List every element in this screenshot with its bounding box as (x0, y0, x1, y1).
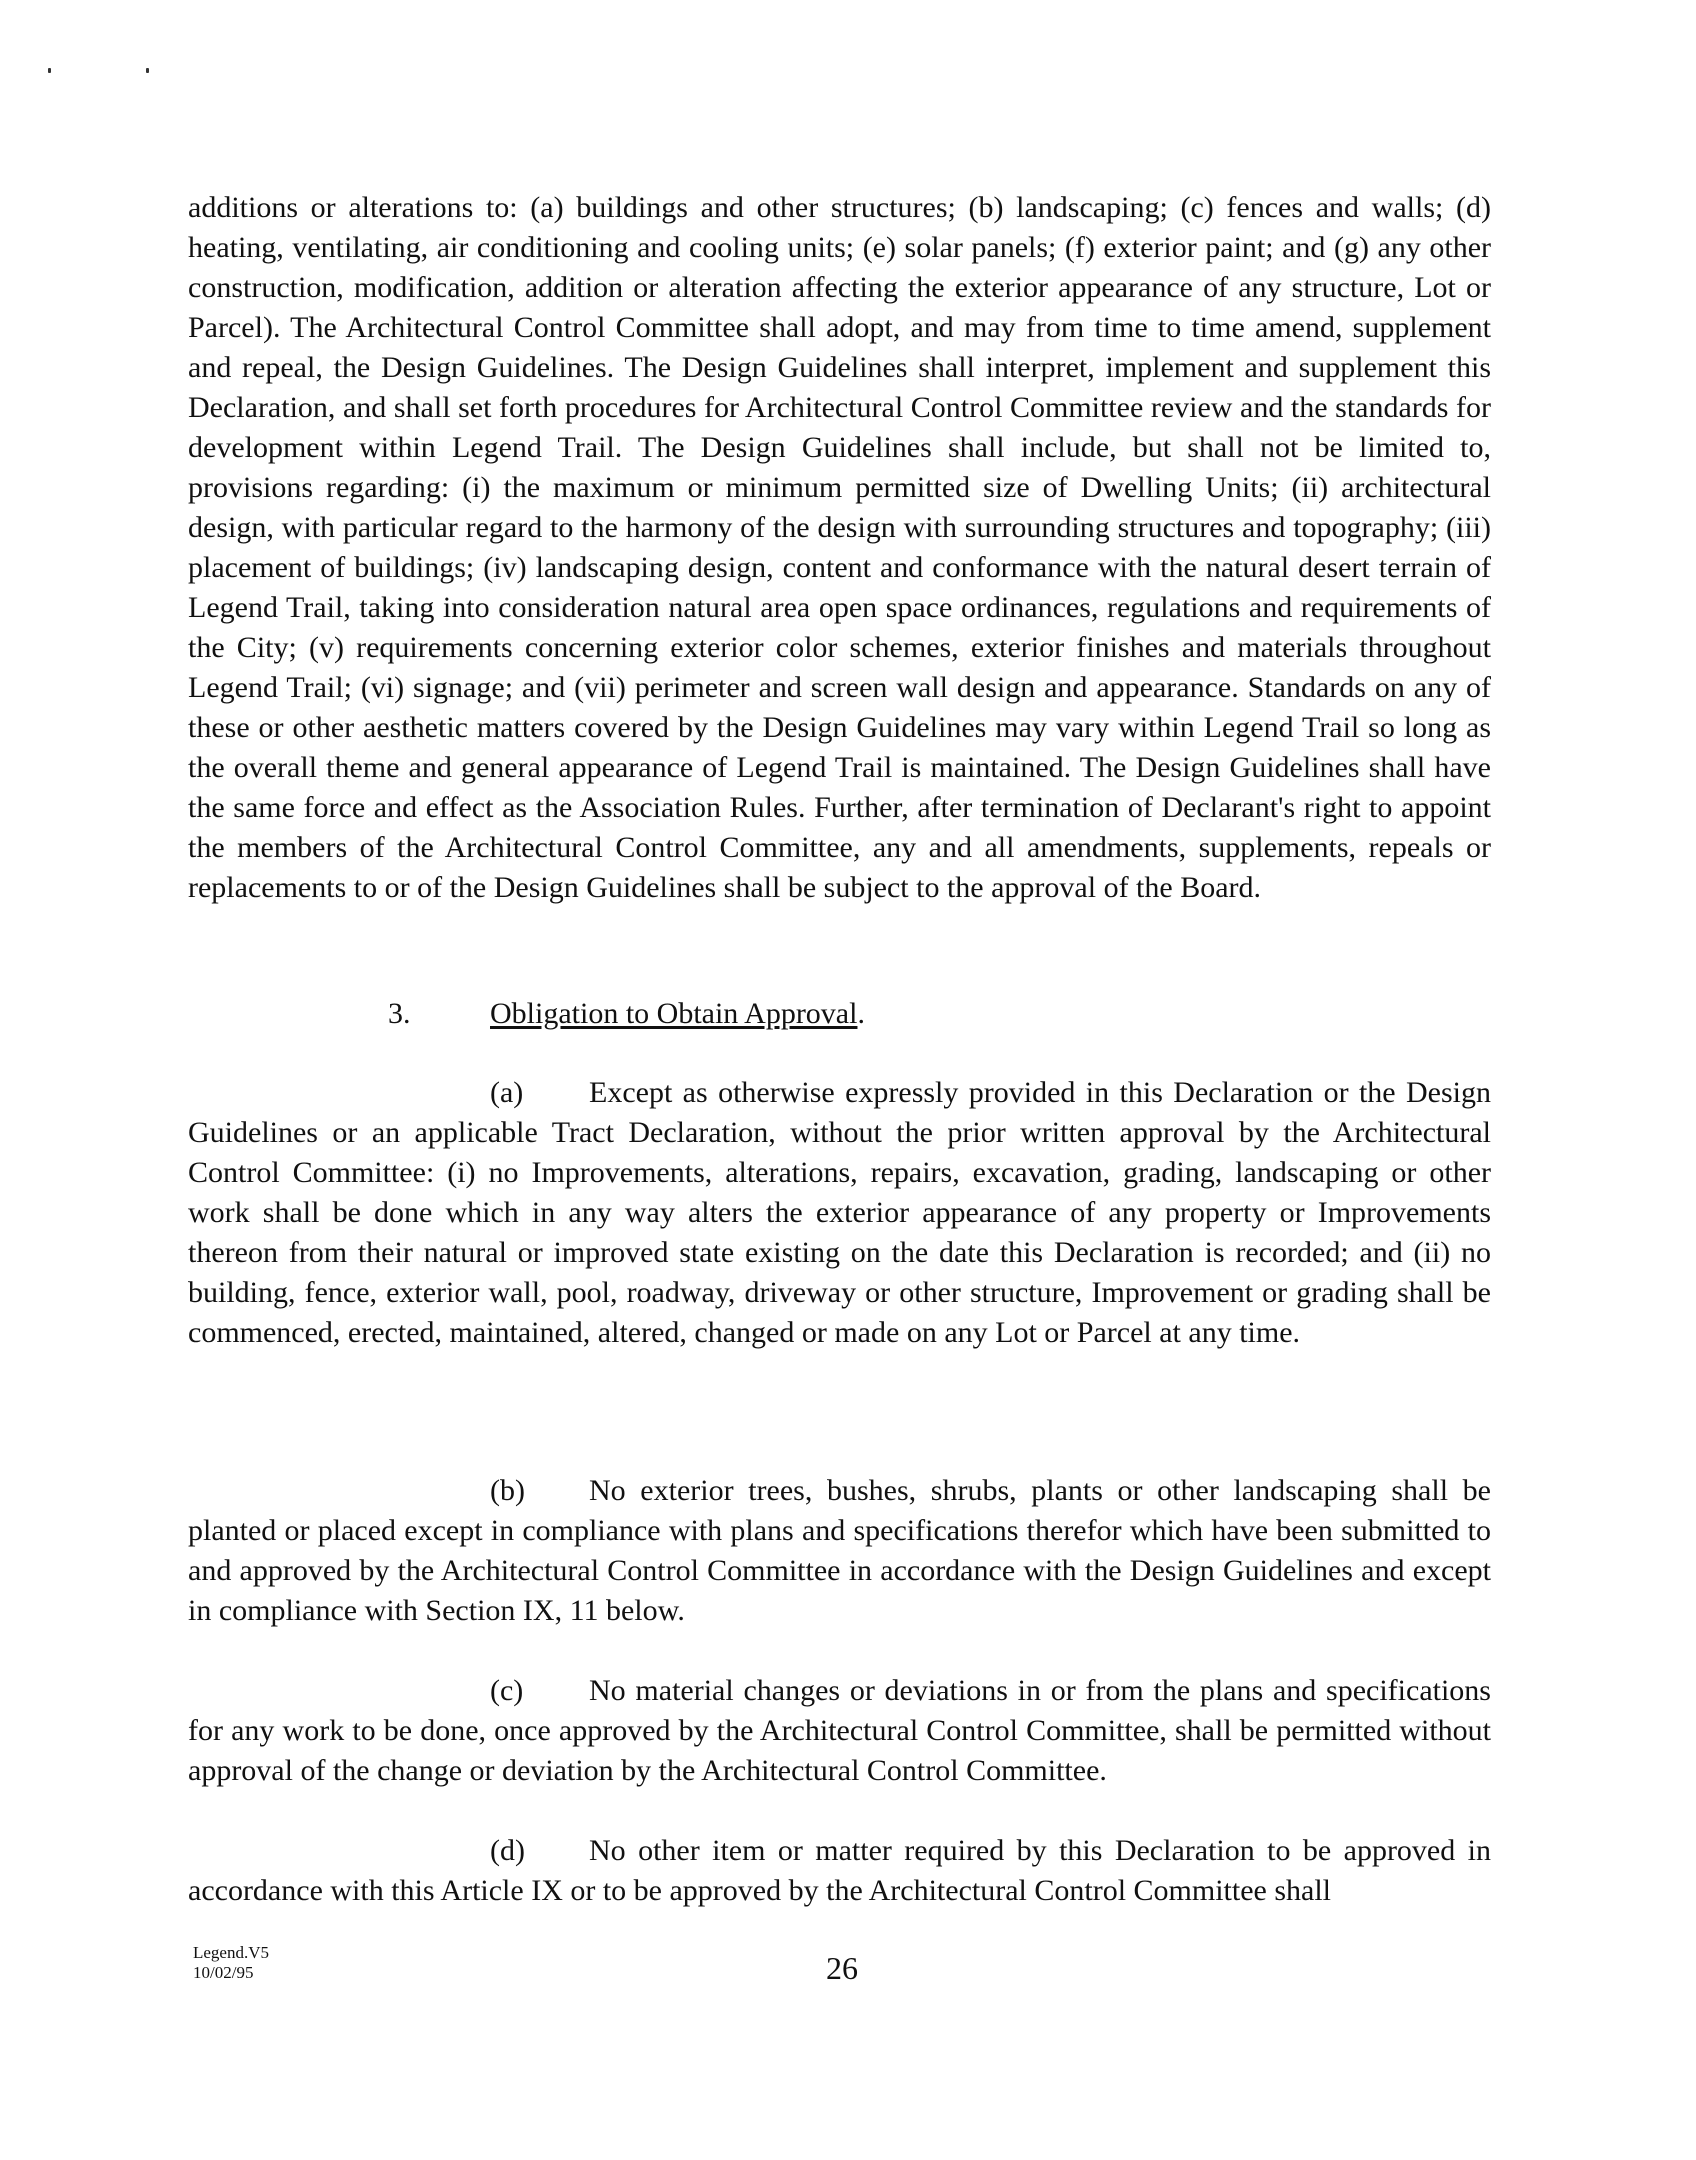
subsection-label: (b) (490, 1474, 525, 1507)
subsection-label: (a) (490, 1076, 524, 1109)
subsection-label: (c) (490, 1674, 524, 1707)
scan-speck (48, 68, 51, 73)
scan-specks (48, 68, 158, 80)
subsection-text: No material changes or deviations in or from the plans and specifications for any work to be done, once approved by the Architectural Control Committee, shall be permitted without approval of the change or deviation by the Architectural Control Committee. (188, 1674, 1491, 1787)
footer-document-id (193, 1943, 269, 1983)
page-number: 26 (826, 1950, 858, 1986)
section-number: 3. (388, 997, 411, 1030)
subsection-text: No exterior trees, bushes, shrubs, plants or other landscaping shall be planted or placed except in compliance with plans and specifications therefor which have been submitted to and approved by the Architectural Control Committee in accordance with the Design Guidelines and except in compliance with Section IX, 11 below. (188, 1474, 1491, 1627)
subsection-a (188, 1073, 1491, 1353)
subsection-text: No other item or matter required by this Declaration to be approved in accordance with this Article IX or to be approved by the Architectural Control Committee shall (188, 1834, 1491, 1907)
section-title-period: . (857, 997, 865, 1030)
section-title: Obligation to Obtain Approval (490, 997, 858, 1030)
subsection-text: Except as otherwise expressly provided in this Declaration or the Design Guidelines or an applicable Tract Declaration, without the prior written approval by the Architectural Control Committee: (i) no Improvements, alterations, repairs, excavation, grading, landscaping or other work shall be done which in any way alters the exterior appearance of any property or Improvements thereon from their natural or improved state existing on the date this Declaration is recorded; and (ii) no building, fence, exterior wall, pool, roadway, driveway or other structure, Improvement or grading shall be commenced, erected, maintained, altered, changed or made on any Lot or Parcel at any time. (188, 1076, 1491, 1349)
subsection-d (188, 1831, 1491, 1911)
footer-doc-name: Legend.V5 (193, 1943, 270, 1962)
body-paragraph-design-guidelines: additions or alterations to: (a) buildings and other structures; (b) landscaping; (c) fences and walls; (d) heating, ventilating, air conditioning and cooling units; (e) solar panels; (f) exterior paint; and (g) any other construction, modification, addition or alteration affecting the exterior appearance of any structure, Lot or Parcel). The Architectural Control Committee shall adopt, and may from time to time amend, supplement and repeal, the Design Guidelines. The Design Guidelines shall interpret, implement and supplement this Declaration, and shall set forth procedures for Architectural Control Committee review and the standards for development within Legend Trail. The Design Guidelines shall include, but shall not be limited to, provisions regarding: (i) the maximum or minimum permitted size of Dwelling Units; (ii) architectural design, with particular regard to the harmony of the design with surrounding structures and topography; (iii) placement of buildings; (iv) landscaping design, content and conformance with the natural desert terrain of Legend Trail, taking into consideration natural area open space ordinances, regulations and requirements of the City; (v) requirements concerning exterior color schemes, exterior finishes and materials throughout Legend Trail; (vi) signage; and (vii) perimeter and screen wall design and appearance. Standards on any of these or other aesthetic matters covered by the Design Guidelines may vary within Legend Trail so long as the overall theme and general appearance of Legend Trail is maintained. The Design Guidelines shall have the same force and effect as the Association Rules. Further, after termination of Declarant's right to appoint the members of the Architectural Control Committee, any and all amendments, supplements, repeals or replacements to or of the Design Guidelines shall be subject to the approval of the Board. (188, 191, 1491, 904)
subsection-b (188, 1471, 1491, 1631)
scan-speck (146, 68, 149, 73)
footer-date: 10/02/95 (193, 1963, 254, 1982)
section-heading (388, 994, 865, 1034)
subsection-label: (d) (490, 1834, 525, 1867)
subsection-c (188, 1671, 1491, 1791)
